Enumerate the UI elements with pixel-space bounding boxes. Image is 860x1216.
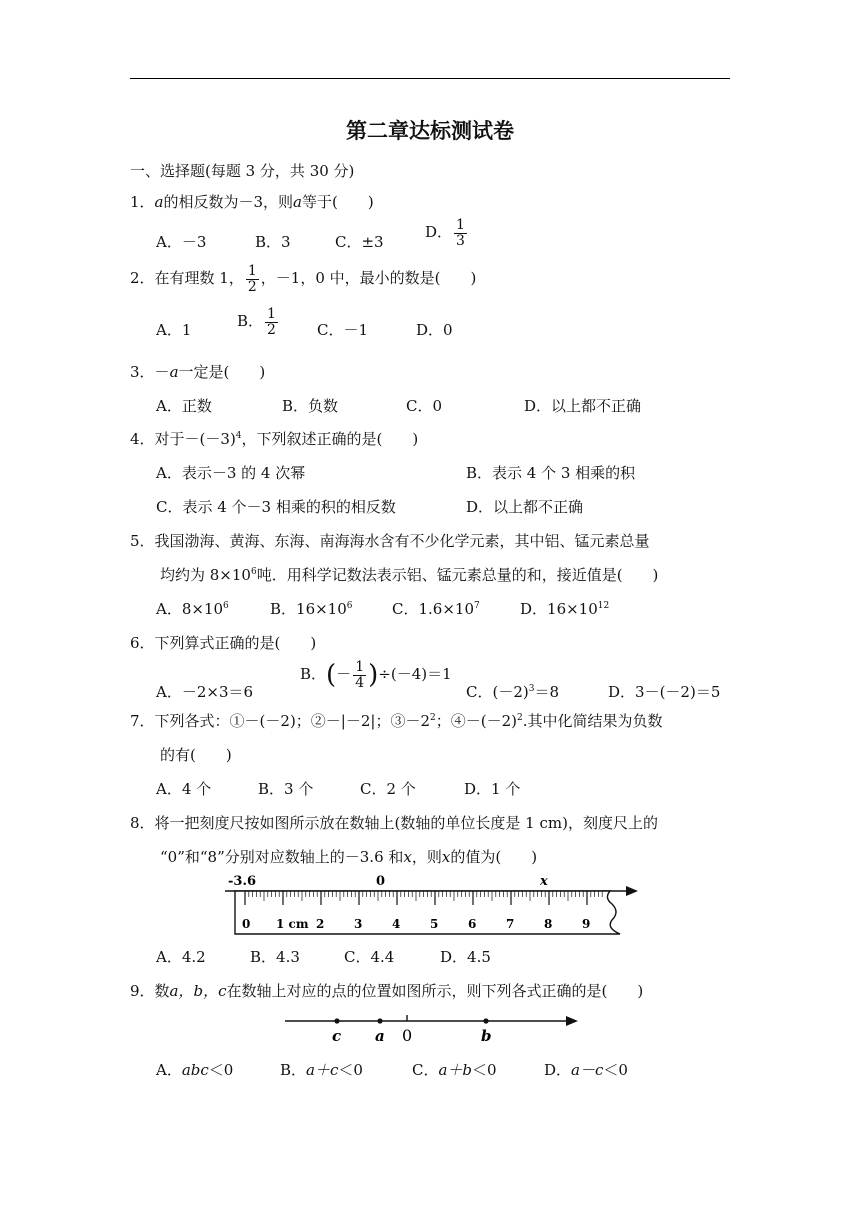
page-title: 第二章达标测试卷 [346, 119, 514, 143]
q2-option-d: D．0 [416, 321, 453, 339]
question-7-line-1: 7．下列各式：①－(－2)；②－|－2|；$③-2^2$；$④-(-2)^2$.其中化简结果为负数 [130, 712, 663, 730]
q7-option-b: B．3 个 [258, 780, 314, 798]
question-3: 3．－a一定是( ) [130, 363, 266, 381]
q3-option-d: D．以上都不正确 [524, 397, 642, 415]
q1-option-b: B．3 [255, 233, 291, 251]
point-a [377, 1018, 382, 1023]
ruler-label-3: 3 [354, 917, 363, 931]
q9-option-c: C．a＋b＜0 [412, 1061, 497, 1079]
point-b [483, 1018, 488, 1023]
ruler-label-8: 8 [544, 917, 553, 931]
q2-option-b: B． $\frac{1}{2}$ [237, 306, 276, 338]
q5-option-b: B．$16\times 10^6$ [270, 600, 353, 618]
ruler-label-9: 9 [582, 917, 591, 931]
axis-label-zero: 0 [376, 874, 386, 889]
q3-option-c: C．0 [406, 397, 443, 415]
q6-option-c: C．$(-2)^3=8$ [466, 683, 560, 701]
ruler-label-0: 0 [242, 917, 251, 931]
q6-option-d: D．3－(－2)＝5 [608, 683, 721, 701]
header-rule [130, 78, 730, 79]
q6-option-b: B．(－ $\frac{1}{4}$ )÷(－4)＝1 [300, 659, 452, 691]
axis-label-x: x [540, 874, 548, 889]
q1-option-a: A．－3 [156, 233, 207, 251]
q2-option-c: C．－1 [317, 321, 369, 339]
label-b: b [481, 1027, 492, 1045]
q3-option-b: B．负数 [282, 397, 339, 415]
q4-option-d: D．以上都不正确 [466, 498, 584, 516]
question-2: 2．在有理数 1， $\frac{1}{2}$ ，－1，0 中，最小的数是( ) [130, 263, 477, 295]
label-a: a [375, 1027, 385, 1045]
label-zero: 0 [402, 1026, 413, 1045]
q7-option-c: C．2 个 [360, 780, 416, 798]
point-c [334, 1018, 339, 1023]
question-1: 1．a的相反数为－3，则a等于( ) [130, 193, 374, 211]
q5-option-d: D．$16\times 10^{12}$ [520, 600, 610, 618]
question-8-line-1: 8．将一把刻度尺按如图所示放在数轴上(数轴的单位长度是 1 cm)，刻度尺上的 [130, 814, 658, 832]
q7-option-d: D．1 个 [464, 780, 521, 798]
q8-option-d: D．4.5 [440, 948, 491, 966]
q8-option-b: B．4.3 [250, 948, 300, 966]
q9-option-d: D．a－c＜0 [544, 1061, 628, 1079]
axis-arrow [626, 886, 638, 896]
question-6: 6．下列算式正确的是( ) [130, 634, 317, 652]
ruler-label-1cm: 1 cm [276, 917, 309, 931]
q5-option-a: A．$8\times 10^6$ [156, 600, 229, 618]
question-5-line-1: 5．我国渤海、黄海、东海、南海海水含有不少化学元素，其中铝、锰元素总量 [130, 532, 650, 550]
ruler-label-6: 6 [468, 917, 477, 931]
ruler-figure [220, 868, 640, 938]
axis-label-neg36: -3.6 [228, 874, 257, 889]
section-heading: 一、选择题(每题 3 分，共 30 分) [130, 162, 355, 180]
q3-option-a: A．正数 [156, 397, 212, 415]
ruler-label-4: 4 [392, 917, 401, 931]
q4-option-a: A．表示－3 的 4 次幂 [156, 464, 306, 482]
ruler-label-2: 2 [316, 917, 325, 931]
question-5-line-2: 均约为 $8\times 10^6$吨．用科学记数法表示铝、锰元素总量的和，接近值是( ) [160, 566, 659, 584]
ruler-label-7: 7 [506, 917, 515, 931]
q8-option-c: C．4.4 [344, 948, 395, 966]
q2-option-a: A．1 [156, 321, 192, 339]
q9-option-a: A．abc＜0 [156, 1061, 234, 1079]
question-8-line-2: “0”和“8”分别对应数轴上的－3.6 和x，则x的值为( ) [160, 848, 538, 866]
ruler-label-5: 5 [430, 917, 439, 931]
label-c: c [332, 1027, 342, 1045]
q1-option-c: C．±3 [335, 233, 384, 251]
question-9: 9．数a，b，c在数轴上对应的点的位置如图所示，则下列各式正确的是( ) [130, 982, 644, 1000]
q8-option-a: A．4.2 [156, 948, 206, 966]
number-line-figure [280, 1008, 580, 1048]
q9-option-b: B．a＋c＜0 [280, 1061, 363, 1079]
q7-option-a: A．4 个 [156, 780, 212, 798]
q4-option-b: B．表示 4 个 3 相乘的积 [466, 464, 636, 482]
number-line-arrow [566, 1016, 578, 1026]
question-7-line-2: 的有( ) [160, 746, 232, 764]
q6-option-a: A．－2×3＝6 [156, 683, 254, 701]
q1-option-d: D． $\frac{1}{3}$ [425, 217, 465, 249]
q4-option-c: C．表示 4 个－3 相乘的积的相反数 [156, 498, 396, 516]
question-4: 4．对于$-(-3)^4$，下列叙述正确的是( ) [130, 430, 419, 448]
q5-option-c: C．$1.6\times 10^7$ [392, 600, 480, 618]
